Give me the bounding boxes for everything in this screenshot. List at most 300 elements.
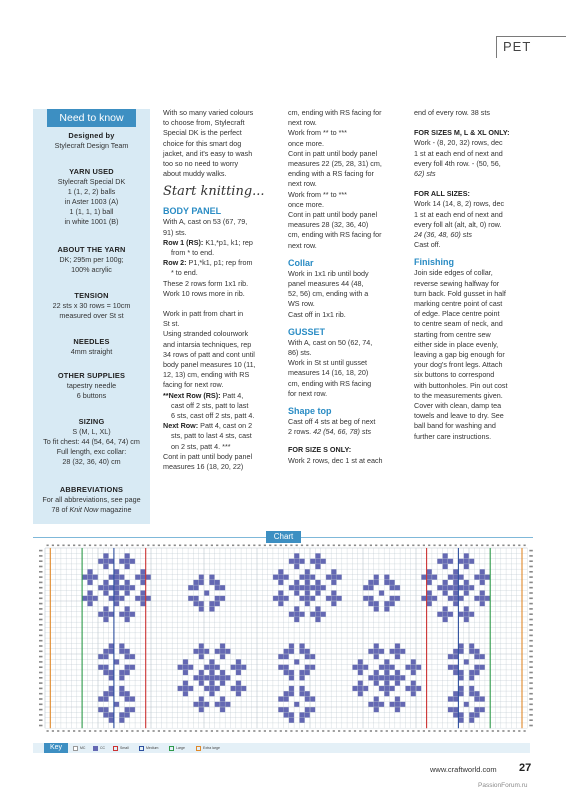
column-number-tick xyxy=(471,545,473,547)
chart-stitch xyxy=(289,585,294,590)
chart-stitch xyxy=(103,691,108,696)
column-number-tick xyxy=(259,545,261,547)
row-number-tick xyxy=(529,725,533,727)
chart-stitch xyxy=(284,670,289,675)
column-number-tick xyxy=(78,545,80,547)
yarn-line: 1 (1, 2, 2) balls xyxy=(67,187,116,196)
chart-stitch xyxy=(315,559,320,564)
row-number-tick xyxy=(529,629,533,631)
intro-line: Special DK is the perfect xyxy=(163,128,242,138)
row-number-tick xyxy=(529,571,533,573)
collar-line: Cast off in 1x1 rib. xyxy=(288,309,346,319)
finishing-heading: Finishing xyxy=(414,257,454,268)
chart-stitch xyxy=(225,702,230,707)
column-number-tick xyxy=(386,545,388,547)
column-number-tick xyxy=(121,545,123,547)
chart-stitch xyxy=(310,696,315,701)
chart-stitch xyxy=(125,590,130,595)
chart-stitch xyxy=(82,575,87,580)
chart-stitch xyxy=(103,606,108,611)
column-number-tick xyxy=(147,545,149,547)
chart-stitch xyxy=(400,702,405,707)
chart-stitch xyxy=(469,691,474,696)
col3-top-line: end of every row. 38 sts xyxy=(414,108,490,117)
row-number-tick xyxy=(39,645,43,647)
watermark: PassionForum.ru xyxy=(478,782,528,789)
column-number-tick xyxy=(105,730,107,732)
row-number-tick xyxy=(529,661,533,663)
chart-stitch xyxy=(209,686,214,691)
column-number-tick xyxy=(73,545,75,547)
chart-stitch xyxy=(299,675,304,680)
chart-stitch xyxy=(225,649,230,654)
chart-stitch xyxy=(278,575,283,580)
column-number-tick xyxy=(471,730,473,732)
next-row2-cont: on 2 sts, patt 4. *** xyxy=(171,441,231,451)
column-number-tick xyxy=(78,730,80,732)
chart-stitch xyxy=(448,559,453,564)
chart-stitch xyxy=(453,707,458,712)
column-number-tick xyxy=(370,730,372,732)
all-line: 1 st at each end of next and xyxy=(414,209,503,219)
chart-stitch xyxy=(299,718,304,723)
column-number-tick xyxy=(62,545,64,547)
chart-stitch xyxy=(395,702,400,707)
column-number-tick xyxy=(460,730,462,732)
chart-stitch xyxy=(199,707,204,712)
chart-stitch xyxy=(93,596,98,601)
other-supplies-label: OTHER SUPPLIES xyxy=(57,371,126,380)
column-number-tick xyxy=(449,545,451,547)
column-number-tick xyxy=(100,730,102,732)
key-item-medium xyxy=(139,745,158,751)
chart-stitch xyxy=(469,670,474,675)
chart-stitch xyxy=(199,702,204,707)
chart-stitch xyxy=(183,681,188,686)
row-number-tick xyxy=(39,619,43,621)
chart-stitch xyxy=(204,702,209,707)
designed-by-label: Designed by xyxy=(68,131,115,140)
chart-stitch xyxy=(310,707,315,712)
row-number-tick xyxy=(39,587,43,589)
chart-stitch xyxy=(448,707,453,712)
row-number-tick xyxy=(529,709,533,711)
chart-stitch xyxy=(220,596,225,601)
row2-text: P1,*k1, p1; rep from xyxy=(186,258,253,268)
chart-stitch xyxy=(220,585,225,590)
chart-stitch xyxy=(384,675,389,680)
column-number-tick xyxy=(296,545,298,547)
row-number-tick xyxy=(529,613,533,615)
chart-stitch xyxy=(289,675,294,680)
row-number-tick xyxy=(39,640,43,642)
all-line: 24 (36, 48, 60) sts xyxy=(414,230,472,240)
key-swatch xyxy=(73,746,78,751)
chart-stitch xyxy=(480,580,485,585)
column-number-tick xyxy=(439,730,441,732)
chart-stitch xyxy=(458,575,463,580)
chart-stitch xyxy=(310,575,315,580)
spacer xyxy=(163,299,281,309)
chart-stitch xyxy=(416,686,421,691)
chart-stitch xyxy=(114,585,119,590)
spacer xyxy=(414,118,534,128)
finishing-line: Cover with clean, damp tea xyxy=(414,401,502,411)
row-number-tick xyxy=(39,592,43,594)
chart-stitch xyxy=(363,585,368,590)
chart-stitch xyxy=(178,665,183,670)
chart-stitch xyxy=(395,654,400,659)
chart-stitch xyxy=(199,681,204,686)
column-number-tick xyxy=(402,545,404,547)
column-number-tick xyxy=(163,730,165,732)
chart-stitch xyxy=(443,585,448,590)
chart-stitch xyxy=(458,675,463,680)
column-number-tick xyxy=(391,730,393,732)
chart-stitch xyxy=(453,665,458,670)
chart-stitch xyxy=(103,707,108,712)
chart-stitch xyxy=(98,707,103,712)
chart-stitch xyxy=(294,553,299,558)
row-number-tick xyxy=(529,576,533,578)
chart-stitch xyxy=(480,654,485,659)
col2-line: Work from ** to *** xyxy=(288,128,347,138)
chart-stitch xyxy=(474,596,479,601)
tension-label: TENSION xyxy=(74,291,109,300)
chart-stitch xyxy=(183,670,188,675)
chart-stitch xyxy=(358,691,363,696)
chart-stitch xyxy=(395,707,400,712)
key-item-label: Medium xyxy=(146,746,159,750)
chart-stitch xyxy=(130,559,135,564)
chart-stitch xyxy=(453,712,458,717)
chart-stitch xyxy=(209,575,214,580)
row-number-tick xyxy=(529,719,533,721)
chart-line: 12, 13) cm, ending with RS xyxy=(163,370,250,380)
row-number-tick xyxy=(39,704,43,706)
chart-stitch xyxy=(448,596,453,601)
chart-stitch xyxy=(87,596,92,601)
chart-stitch xyxy=(284,665,289,670)
finishing-line: reverse sewing halfway for xyxy=(414,278,500,288)
abbrev-prefix: 78 of xyxy=(51,505,70,514)
gusset-line: for next row. xyxy=(288,388,328,398)
chart-stitch xyxy=(284,691,289,696)
column-number-tick xyxy=(301,730,303,732)
column-number-tick xyxy=(200,545,202,547)
chart-stitch xyxy=(215,675,220,680)
column-1 xyxy=(163,108,281,472)
all-line: every foll alt (alt, alt, 0) row. xyxy=(414,219,502,229)
chart-stitch xyxy=(305,691,310,696)
column-number-tick xyxy=(57,545,59,547)
column-number-tick xyxy=(269,730,271,732)
chart-stitch xyxy=(273,596,278,601)
column-number-tick xyxy=(333,730,335,732)
chart-stitch xyxy=(278,580,283,585)
chart-stitch xyxy=(437,559,442,564)
column-number-tick xyxy=(174,545,176,547)
chart-stitch xyxy=(448,612,453,617)
chart-stitch xyxy=(125,606,130,611)
chart-stitch xyxy=(458,596,463,601)
chart-stitch xyxy=(220,675,225,680)
column-number-tick xyxy=(396,545,398,547)
chart-stitch xyxy=(443,617,448,622)
chart-stitch xyxy=(321,559,326,564)
column-number-tick xyxy=(232,545,234,547)
chart-stitch xyxy=(289,718,294,723)
chart-stitch xyxy=(374,654,379,659)
column-number-tick xyxy=(513,730,515,732)
chart-stitch xyxy=(209,601,214,606)
chart-stitch xyxy=(294,559,299,564)
sizing-line: 28 (32, 36, 40) cm xyxy=(62,457,121,466)
chart-stitch xyxy=(199,580,204,585)
chart-stitch xyxy=(458,649,463,654)
chart-stitch xyxy=(119,691,124,696)
column-number-tick xyxy=(259,730,261,732)
key-item-cc xyxy=(93,745,105,751)
column-number-tick xyxy=(418,545,420,547)
chart-stitch xyxy=(448,696,453,701)
column-number-tick xyxy=(168,730,170,732)
row-number-tick xyxy=(529,603,533,605)
chart-stitch xyxy=(395,596,400,601)
column-number-tick xyxy=(524,545,526,547)
chart-stitch xyxy=(284,649,289,654)
chart-stitch xyxy=(183,659,188,664)
row2-label: Row 2: xyxy=(163,258,187,268)
chart-stitch xyxy=(358,665,363,670)
chart-stitch xyxy=(103,670,108,675)
chart-stitch xyxy=(130,612,135,617)
col2-line: Work from ** to *** xyxy=(288,189,347,199)
column-number-tick xyxy=(126,730,128,732)
sizing-label: SIZING xyxy=(78,417,105,426)
chart-stitch xyxy=(305,670,310,675)
chart-stitch xyxy=(374,643,379,648)
chart-stitch xyxy=(427,580,432,585)
row-number-tick xyxy=(39,555,43,557)
column-number-tick xyxy=(428,730,430,732)
chart-stitch xyxy=(432,596,437,601)
chart-stitch xyxy=(443,580,448,585)
chart-stitch xyxy=(474,575,479,580)
tension-line: measured over St st xyxy=(59,311,124,320)
chart-stitch xyxy=(310,596,315,601)
column-number-tick xyxy=(221,545,223,547)
column-number-tick xyxy=(407,730,409,732)
chart-stitch xyxy=(411,670,416,675)
column-number-tick xyxy=(285,730,287,732)
chart-stitch xyxy=(278,707,283,712)
row1-cont: from * to end. xyxy=(171,248,215,258)
size-s-heading: FOR SIZE S ONLY: xyxy=(288,445,352,455)
column-number-tick xyxy=(285,545,287,547)
finishing-line: turn back. Fold gusset in half xyxy=(414,288,506,298)
column-number-tick xyxy=(513,545,515,547)
abbreviations-label: ABBREVIATIONS xyxy=(59,485,124,494)
column-number-tick xyxy=(253,730,255,732)
column-number-tick xyxy=(274,730,276,732)
chart-stitch xyxy=(215,649,220,654)
about-yarn-block xyxy=(33,245,150,275)
column-number-tick xyxy=(412,730,414,732)
chart-stitch xyxy=(119,686,124,691)
chart-stitch xyxy=(294,590,299,595)
chart-stitch xyxy=(305,649,310,654)
chart-stitch xyxy=(215,580,220,585)
chart-stitch xyxy=(119,675,124,680)
chart-stitch xyxy=(199,675,204,680)
row-number-tick xyxy=(529,682,533,684)
chart-stitch xyxy=(469,649,474,654)
chart-stitch xyxy=(352,665,357,670)
chart-stitch xyxy=(374,580,379,585)
column-number-tick xyxy=(126,545,128,547)
chart-stitch xyxy=(199,643,204,648)
row-number-tick xyxy=(529,555,533,557)
row-number-tick xyxy=(39,666,43,668)
row-number-tick xyxy=(529,693,533,695)
column-number-tick xyxy=(465,545,467,547)
chart-stitch xyxy=(193,585,198,590)
collar-line: 52, 56) cm, ending with a xyxy=(288,289,369,299)
chart-stitch xyxy=(273,575,278,580)
row1-label: Row 1 (RS): xyxy=(163,237,204,247)
key-swatch xyxy=(169,746,174,751)
chart-stitch xyxy=(188,686,193,691)
column-number-tick xyxy=(227,545,229,547)
key-swatch xyxy=(139,746,144,751)
column-number-tick xyxy=(433,730,435,732)
row-number-tick xyxy=(39,651,43,653)
abbrev-line xyxy=(33,505,150,515)
chart-stitch xyxy=(395,649,400,654)
next-row-cont: 6 sts, cast off 2 sts, patt 4. xyxy=(171,411,255,421)
chart-stitch xyxy=(368,596,373,601)
chart-stitch xyxy=(299,596,304,601)
chart-stitch xyxy=(374,702,379,707)
chart-stitch xyxy=(352,686,357,691)
yarn-used-label: YARN USED xyxy=(69,167,114,176)
column-number-tick xyxy=(84,545,86,547)
chart-stitch xyxy=(315,553,320,558)
chart-stitch xyxy=(119,712,124,717)
tension-line: 22 sts x 30 rows = 10cm xyxy=(52,301,131,310)
chart-stitch xyxy=(384,670,389,675)
size-s-line: Work 2 rows, dec 1 st at each xyxy=(288,455,383,465)
column-number-tick xyxy=(115,545,117,547)
chart-stitch xyxy=(284,575,289,580)
column-number-tick xyxy=(206,730,208,732)
key-item-extra-large xyxy=(196,745,220,751)
chart-stitch xyxy=(241,665,246,670)
column-number-tick xyxy=(370,545,372,547)
chart-stitch xyxy=(193,596,198,601)
chart-stitch xyxy=(384,691,389,696)
chart-stitch xyxy=(204,675,209,680)
sizes-line: 62) sts xyxy=(414,169,436,179)
shape-count: 42 (54, 66, 78) sts xyxy=(313,427,372,437)
column-number-tick xyxy=(380,730,382,732)
chart-stitch xyxy=(236,659,241,664)
column-number-tick xyxy=(476,730,478,732)
collar-line: WS row. xyxy=(288,299,315,309)
column-number-tick xyxy=(343,545,345,547)
column-number-tick xyxy=(195,730,197,732)
key-bar xyxy=(33,743,530,753)
sizes-line: Work - (8, 20, 32) rows, dec xyxy=(414,138,503,148)
chart-stitch xyxy=(98,696,103,701)
collar-line: Work in 1x1 rib until body xyxy=(288,268,369,278)
column-number-tick xyxy=(142,545,144,547)
all-line: Work 14 (14, 8, 2) rows, dec xyxy=(414,199,505,209)
row-number-tick xyxy=(39,629,43,631)
column-number-tick xyxy=(455,545,457,547)
chart-stitch xyxy=(315,564,320,569)
chart-stitch xyxy=(109,585,114,590)
column-number-tick xyxy=(349,730,351,732)
chart-stitch xyxy=(125,712,130,717)
chart-stitch xyxy=(474,670,479,675)
column-number-tick xyxy=(147,730,149,732)
next-row-line xyxy=(163,391,281,401)
intro-line: jacket, and it's easy to wash xyxy=(163,148,253,158)
row-number-tick xyxy=(529,666,533,668)
about-line: DK; 295m per 100g; xyxy=(59,255,124,264)
chart-stitch xyxy=(400,649,405,654)
key-item-label: Large xyxy=(176,746,185,750)
chart-stitch xyxy=(464,606,469,611)
chart-stitch xyxy=(310,654,315,659)
column-number-tick xyxy=(174,730,176,732)
column-number-tick xyxy=(418,730,420,732)
chart-stitch xyxy=(305,569,310,574)
chart-stitch xyxy=(278,601,283,606)
gusset-line: measures 14 (16, 18, 20) xyxy=(288,368,369,378)
chart-stitch xyxy=(294,606,299,611)
sidebar-heading: Need to know xyxy=(47,109,136,127)
chart-stitch xyxy=(443,590,448,595)
chart-stitch xyxy=(103,696,108,701)
chart-stitch xyxy=(193,580,198,585)
chart-stitch xyxy=(368,601,373,606)
chart-stitch xyxy=(411,665,416,670)
column-number-tick xyxy=(243,730,245,732)
chart-stitch xyxy=(140,580,145,585)
row1-text: K1,*p1, k1; rep xyxy=(203,237,253,247)
chart-stitch xyxy=(114,659,119,664)
chart-stitch xyxy=(220,702,225,707)
row-number-tick xyxy=(529,651,533,653)
chart-stitch xyxy=(199,670,204,675)
yarn-used-block xyxy=(33,167,150,227)
chart-stitch xyxy=(199,654,204,659)
column-number-tick xyxy=(486,545,488,547)
chart-stitch xyxy=(315,606,320,611)
chart-stitch xyxy=(241,686,246,691)
column-number-tick xyxy=(47,730,49,732)
key-swatch xyxy=(196,746,201,751)
chart-stitch xyxy=(183,665,188,670)
chart-stitch xyxy=(98,665,103,670)
chart-stitch xyxy=(384,580,389,585)
chart-stitch xyxy=(458,585,463,590)
chart-stitch xyxy=(411,686,416,691)
chart-stitch xyxy=(427,590,432,595)
